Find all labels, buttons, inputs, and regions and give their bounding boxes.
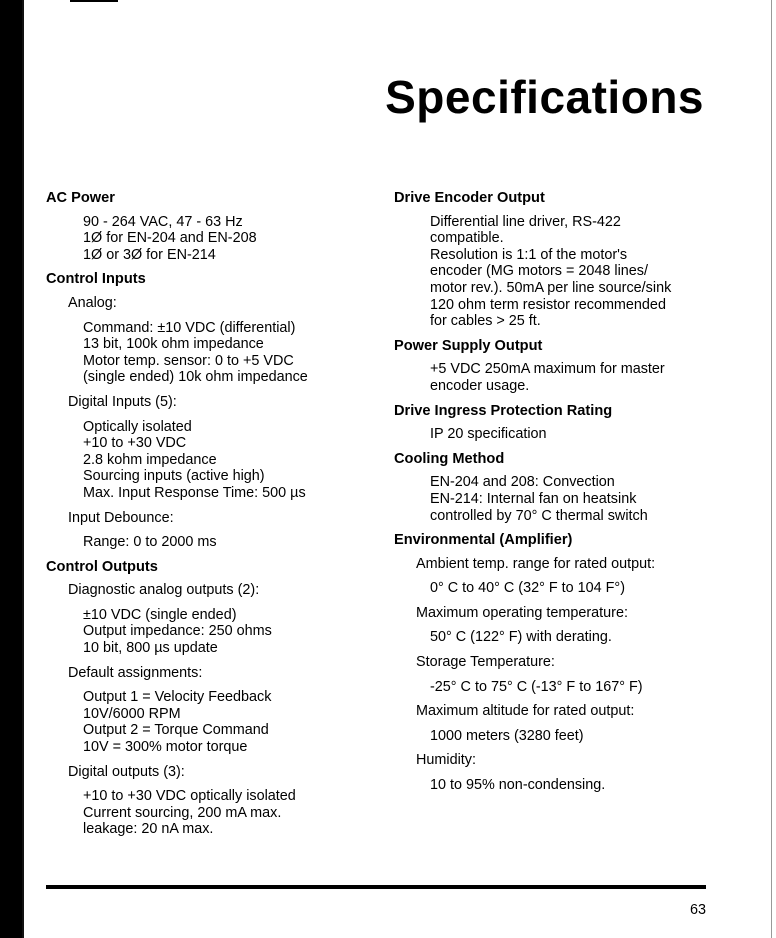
spec-line: IP 20 specification bbox=[430, 426, 547, 443]
altitude-label-text: Maximum altitude for rated output: bbox=[416, 703, 635, 720]
max-temp-value bbox=[430, 629, 724, 646]
storage-label-text: Storage Temperature: bbox=[416, 654, 555, 671]
drive-encoder-lines bbox=[430, 214, 724, 330]
spec-line: encoder usage. bbox=[430, 377, 530, 394]
diag-lines bbox=[83, 607, 376, 657]
ambient-value-text: 0° C to 40° C (32° F to 104 F°) bbox=[430, 580, 625, 597]
bottom-rule bbox=[46, 885, 706, 889]
debounce-label-text: Input Debounce: bbox=[68, 509, 174, 526]
spec-line: Current sourcing, 200 mA max. bbox=[83, 804, 282, 821]
default-assignments-lines bbox=[83, 689, 376, 755]
spec-line: +10 to +30 VDC optically isolated bbox=[83, 788, 296, 805]
spec-line: 120 ohm term resistor recommended bbox=[430, 296, 666, 313]
debounce-lines bbox=[83, 534, 376, 551]
ambient-value bbox=[430, 580, 724, 597]
power-supply-heading: Power Supply Output bbox=[394, 337, 543, 354]
spec-line: 10 bit, 800 µs update bbox=[83, 640, 218, 657]
spec-line: Range: 0 to 2000 ms bbox=[83, 534, 217, 551]
humidity-value bbox=[430, 777, 724, 794]
spec-line: 1Ø for EN-204 and EN-208 bbox=[83, 230, 257, 247]
diag-label bbox=[68, 582, 376, 599]
spec-line: Max. Input Response Time: 500 µs bbox=[83, 484, 306, 501]
storage-value-text: -25° C to 75° C (-13° F to 167° F) bbox=[430, 678, 643, 695]
spec-line: leakage: 20 nA max. bbox=[83, 821, 214, 838]
ingress-heading: Drive Ingress Protection Rating bbox=[394, 402, 613, 419]
digital-inputs-label-text: Digital Inputs (5): bbox=[68, 393, 177, 410]
ambient-label-text: Ambient temp. range for rated output: bbox=[416, 555, 656, 572]
spec-line: motor rev.). 50mA per line source/sink bbox=[430, 279, 672, 296]
max-temp-label-text: Maximum operating temperature: bbox=[416, 604, 628, 621]
digital-inputs-lines bbox=[83, 419, 376, 502]
power-supply-lines bbox=[430, 361, 724, 394]
digital-outputs-label bbox=[68, 764, 376, 781]
digital-outputs-label-text: Digital outputs (3): bbox=[68, 763, 185, 780]
spec-line: compatible. bbox=[430, 230, 504, 247]
debounce-label bbox=[68, 510, 376, 527]
default-assignments-label-text: Default assignments: bbox=[68, 664, 203, 681]
spec-line: 10V/6000 RPM bbox=[83, 705, 181, 722]
storage-value bbox=[430, 679, 724, 696]
spec-line: Output impedance: 250 ohms bbox=[83, 623, 272, 640]
control-inputs-heading: Control Inputs bbox=[46, 271, 146, 288]
analog-label-text: Analog: bbox=[68, 294, 117, 311]
spec-line: 1Ø or 3Ø for EN-214 bbox=[83, 246, 216, 263]
ac-power-heading: AC Power bbox=[46, 190, 115, 206]
ingress-lines bbox=[430, 426, 724, 443]
default-assignments-label bbox=[68, 665, 376, 682]
spec-line: Resolution is 1:1 of the motor's bbox=[430, 246, 628, 263]
binding-shadow bbox=[22, 0, 24, 938]
spec-line: EN-214: Internal fan on heatsink bbox=[430, 490, 637, 507]
top-rule bbox=[70, 0, 118, 2]
humidity-label-text: Humidity: bbox=[416, 752, 476, 769]
spec-line: Sourcing inputs (active high) bbox=[83, 468, 265, 485]
diag-label-text: Diagnostic analog outputs (2): bbox=[68, 582, 260, 599]
storage-label bbox=[416, 654, 724, 671]
page-number: 63 bbox=[689, 902, 706, 918]
humidity-label bbox=[416, 752, 724, 769]
environmental-heading: Environmental (Amplifier) bbox=[394, 532, 573, 549]
spec-line: 2.8 kohm impedance bbox=[83, 451, 217, 468]
spec-line: Optically isolated bbox=[83, 418, 192, 435]
spec-line: controlled by 70° C thermal switch bbox=[430, 507, 648, 524]
spec-line: Output 1 = Velocity Feedback bbox=[83, 689, 272, 706]
spec-line: Output 2 = Torque Command bbox=[83, 722, 269, 739]
spec-line: Motor temp. sensor: 0 to +5 VDC bbox=[83, 352, 294, 369]
max-temp-value-text: 50° C (122° F) with derating. bbox=[430, 629, 612, 646]
spec-line: +10 to +30 VDC bbox=[83, 435, 187, 452]
humidity-value-text: 10 to 95% non-condensing. bbox=[430, 777, 606, 794]
spec-line: 90 - 264 VAC, 47 - 63 Hz bbox=[83, 213, 243, 230]
max-temp-label bbox=[416, 605, 724, 622]
page-title: Specifications bbox=[385, 71, 704, 123]
page-right-edge bbox=[771, 0, 772, 938]
analog-label bbox=[68, 295, 376, 312]
spec-line: (single ended) 10k ohm impedance bbox=[83, 369, 308, 386]
page-binding-edge bbox=[0, 0, 22, 938]
spec-line: 10V = 300% motor torque bbox=[83, 739, 248, 756]
spec-line: Differential line driver, RS-422 bbox=[430, 213, 621, 230]
spec-line: ±10 VDC (single ended) bbox=[83, 606, 237, 623]
ac-power-lines bbox=[83, 214, 376, 264]
control-outputs-heading: Control Outputs bbox=[46, 558, 158, 575]
altitude-value-text: 1000 meters (3280 feet) bbox=[430, 727, 584, 744]
left-column bbox=[46, 190, 376, 846]
cooling-lines bbox=[430, 474, 724, 524]
cooling-heading: Cooling Method bbox=[394, 450, 505, 467]
spec-line: 13 bit, 100k ohm impedance bbox=[83, 336, 264, 353]
drive-encoder-heading: Drive Encoder Output bbox=[394, 190, 545, 206]
altitude-value bbox=[430, 728, 724, 745]
right-column bbox=[394, 190, 724, 802]
spec-line: Command: ±10 VDC (differential) bbox=[83, 319, 296, 336]
ambient-label bbox=[416, 556, 724, 573]
digital-inputs-label bbox=[68, 394, 376, 411]
spec-line: +5 VDC 250mA maximum for master bbox=[430, 361, 665, 378]
spec-line: encoder (MG motors = 2048 lines/ bbox=[430, 263, 648, 280]
spec-line: EN-204 and 208: Convection bbox=[430, 474, 615, 491]
digital-outputs-lines bbox=[83, 788, 376, 838]
spec-line: for cables > 25 ft. bbox=[430, 313, 541, 330]
altitude-label bbox=[416, 703, 724, 720]
analog-lines bbox=[83, 320, 376, 386]
